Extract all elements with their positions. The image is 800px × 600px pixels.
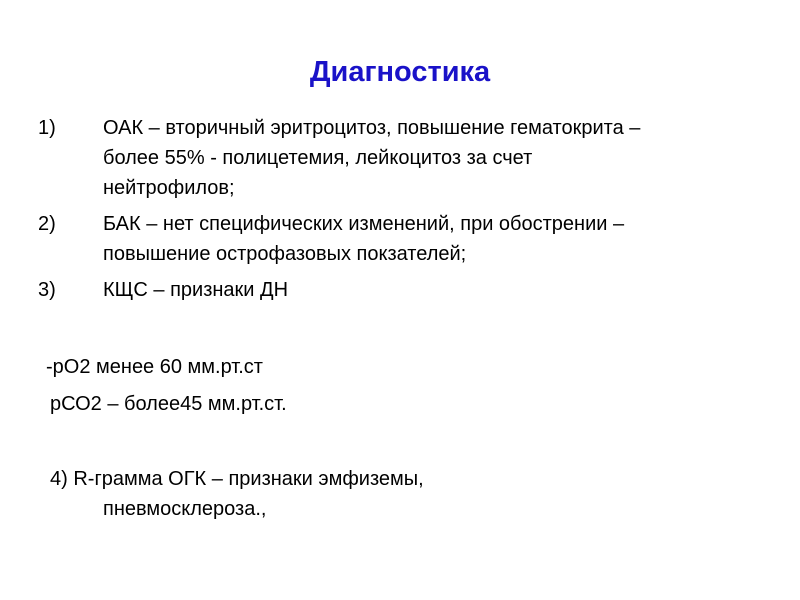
- list-item-4-line1: 4) R-грамма ОГК – признаки эмфиземы,: [50, 468, 424, 490]
- list-item-number: 3): [38, 279, 56, 301]
- list-item-number: 2): [38, 213, 56, 235]
- list-item-text: ОАК – вторичный эритроцитоз, повышение гематокрита – более 55% - полицетемия, лейкоцитоз за счет нейтрофилов;: [103, 117, 641, 199]
- po2-line: -рО2 менее 60 мм.рт.ст: [46, 356, 263, 378]
- list-item: [0, 113, 663, 203]
- diagnostics-list: [0, 113, 800, 311]
- list-item-4-line2: пневмосклероза.,: [103, 498, 267, 520]
- list-item: [0, 209, 663, 269]
- list-item-4: [50, 464, 424, 524]
- pco2-line: рСО2 – более45 мм.рт.ст.: [50, 393, 287, 415]
- list-item-text: КЩС – признаки ДН: [103, 279, 289, 301]
- list-item-number: 1): [38, 117, 56, 139]
- list-item-text: БАК – нет специфических изменений, при обострении – повышение острофазовых покзателей;: [103, 213, 625, 265]
- list-item: [0, 275, 663, 305]
- slide-title: Диагностика: [309, 56, 491, 88]
